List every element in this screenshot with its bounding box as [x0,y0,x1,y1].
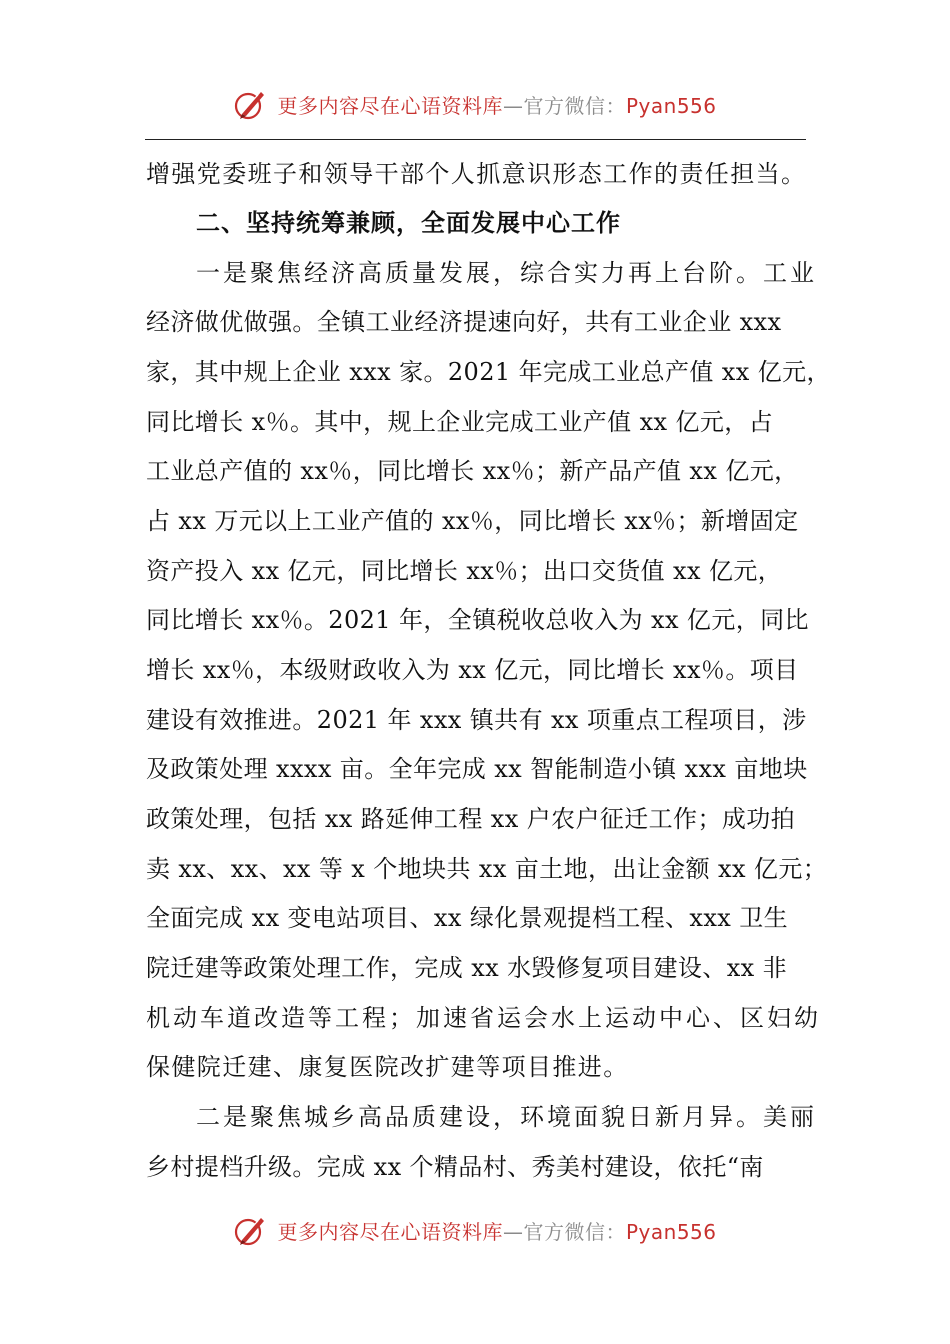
body-line: 政策处理，包括 xx 路延伸工程 xx 户农户征迁工作；成功拍 [146,805,796,833]
body-line: 建设有效推进。2021 年 xxx 镇共有 xx 项重点工程项目，涉 [146,706,807,734]
quill-pen-logo-icon [233,1212,269,1248]
body-line: 经济做优做强。全镇工业经济提速向好，共有工业企业 xxx [146,308,782,336]
header-watermark [0,84,950,124]
body-line: 卖 xx、xx、xx 等 x 个地块共 xx 亩土地，出让金额 xx 亿元； [146,855,828,883]
body-line: 同比增长 xx％。2021 年，全镇税收总收入为 xx 亿元，同比 [146,606,809,634]
body-line: 乡村提档升级。完成 xx 个精品村、秀美村建设，依托“南 [146,1153,764,1181]
body-line: 一是聚焦经济高质量发展，综合实力再上台阶。工业 [196,259,817,287]
footer-watermark [0,1210,950,1250]
watermark-dash: — [502,93,524,118]
watermark-main-text: 更多内容尽在心语资料库 [277,93,503,118]
body-line: 院迁建等政策处理工作，完成 xx 水毁修复项目建设、xx 非 [146,954,788,982]
section-heading: 二、坚持统筹兼顾，全面发展中心工作 [196,209,621,237]
body-line: 机动车道改造等工程；加速省运会水上运动中心、区妇幼 [146,1004,821,1032]
body-line: 增强党委班子和领导干部个人抓意识形态工作的责任担当。 [146,160,807,188]
body-line: 增长 xx％，本级财政收入为 xx 亿元，同比增长 xx％。项目 [146,656,799,684]
watermark-sub-text: 官方微信： [523,93,626,118]
watermark-main-text: 更多内容尽在心语资料库 [277,1219,503,1244]
body-line: 及政策处理 xxxx 亩。全年完成 xx 智能制造小镇 xxx 亩地块 [146,755,808,783]
watermark-dash: — [502,1219,524,1244]
body-line: 二是聚焦城乡高品质建设，环境面貌日新月异。美丽 [196,1103,817,1131]
body-line: 资产投入 xx 亿元，同比增长 xx％；出口交货值 xx 亿元， [146,557,783,585]
watermark-text [277,1216,716,1245]
body-line: 工业总产值的 xx％，同比增长 xx％；新产品产值 xx 亿元， [146,457,799,485]
body-line: 占 xx 万元以上工业产值的 xx％，同比增长 xx％；新增固定 [146,507,799,535]
body-line: 保健院迁建、康复医院改扩建等项目推进。 [146,1053,629,1081]
header-divider [145,139,806,140]
watermark-text [277,90,716,119]
body-line: 家，其中规上企业 xxx 家。2021 年完成工业总产值 xx 亿元， [146,358,831,386]
watermark-sub-text: 官方微信： [523,1219,626,1244]
watermark-id-text: Pyan556 [625,1219,717,1244]
body-line: 同比增长 x％。其中，规上企业完成工业产值 xx 亿元，占 [146,408,774,436]
watermark-id-text: Pyan556 [625,93,717,118]
body-line: 全面完成 xx 变电站项目、xx 绿化景观提档工程、xxx 卫生 [146,904,789,932]
quill-pen-logo-icon [233,86,269,122]
